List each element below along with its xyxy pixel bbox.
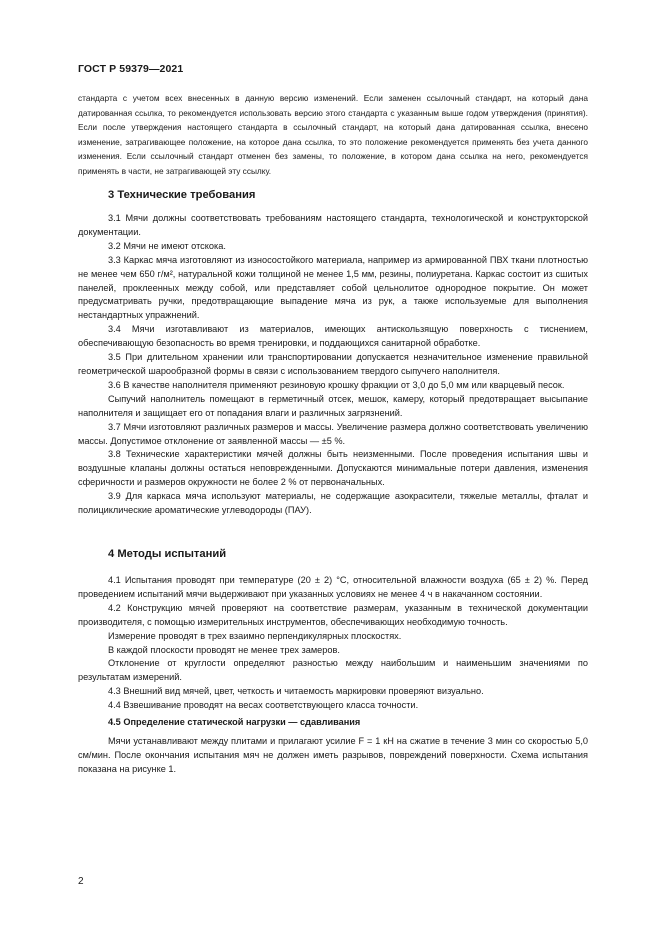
- section-3-body: [78, 212, 588, 518]
- paragraph-3-7: 3.7 Мячи изготовляют различных размеров и массы. Увеличение размера должно соответствовать увеличению массы. Допустимое отклонение от заявленной массы — ±5 %.: [78, 421, 588, 446]
- paragraph-3-6-cont: Сыпучий наполнитель помещают в герметичный отсек, мешок, камеру, который предотвращает высыпание наполнителя и защищает его от попадания влаги и различных загрязнений.: [78, 393, 588, 418]
- paragraph-4-3: 4.3 Внешний вид мячей, цвет, четкость и читаемость маркировки проверяют визуально.: [108, 686, 484, 697]
- paragraph-4-5: Мячи устанавливают между плитами и прилагают усилие F = 1 кН на сжатие в течение 3 мин со скоростью 5,0 см/мин. После окончания испытания мяч не должен иметь разрывов, повреждений поверхности. Схема испытания показана на рисунке 1.: [78, 735, 588, 774]
- paragraph-4-4: 4.4 Взвешивание проводят на весах соответствующего класса точности.: [108, 700, 419, 711]
- paragraph-3-4: 3.4 Мячи изготавливают из материалов, имеющих антискользящую поверхность с тиснением, обеспечивающую безопасность во время тренировки, и поддающихся санитарной обработке.: [78, 324, 588, 349]
- paragraph-3-8: 3.8 Технические характеристики мячей должны быть неизменными. После проведения испытания швы и воздушные клапаны должны остаться неповрежденными. Допускаются минимальные потери давления, изменения сферичности и размеров окружности не более 2 % от первоначальных.: [78, 449, 588, 488]
- intro-paragraph: стандарта с учетом всех внесенных в данную версию изменений. Если заменен ссылочный стандарт, на который дана датированная ссылка, то рекомендуется использовать версию этого стандарта с указанным выше годом утверждения (принятия). Если после утверждения настоящего стандарта в ссылочный стандарт, на который дана датированная ссылка, внесено изменение, затрагивающее положение, на которое дана ссылка, то это положение рекомендуется применять без учета данного изменения. Если ссылочный стандарт отменен без замены, то положение, в котором дана ссылка на него, рекомендуется применять в части, не затрагивающей эту ссылку.: [78, 93, 588, 176]
- paragraph-4-1: 4.1 Испытания проводят при температуре (20 ± 2) °C, относительной влажности воздуха (65 ± 2) %. Перед проведением испытаний мячи выдерживают при указанных условиях не менее 4 ч в накачанном состоянии.: [78, 575, 588, 599]
- paragraph-3-3: 3.3 Каркас мяча изготовляют из износостойкого материала, например из армированной ПВХ ткани плотностью не менее чем 650 г/м², натуральной кожи толщиной не менее 1,5 мм, резины, полиуретана. Каркас состоит из сшитых панелей, проклеенных между собой, или представляет собой цельнолитое однородное покрытие. Он может предусматривать ручки, предотвращающие выпадение мяча из рук, а также используемые для выполнения нестандартных упражнений.: [78, 254, 588, 321]
- section-4-body: [78, 574, 588, 777]
- intro-text: [78, 91, 588, 179]
- paragraph-4-2-roundness: Отклонение от круглости определяют разностью между наибольшим и наименьшим значениями по результатам измерений.: [78, 658, 588, 683]
- section-3-heading: 3 Технические требования: [108, 189, 256, 201]
- paragraph-3-6: 3.6 В качестве наполнителя применяют резиновую крошку фракции от 3,0 до 5,0 мм или кварцевый песок.: [108, 379, 565, 390]
- paragraph-3-9: 3.9 Для каркаса мяча используют материалы, не содержащие азокрасители, тяжелые металлы, фталат и полициклические ароматические углеводороды (ПАУ).: [78, 491, 588, 516]
- paragraph-3-2: 3.2 Мячи не имеют отскока.: [108, 240, 226, 251]
- subsection-4-5-heading: 4.5 Определение статической нагрузки — сдавливания: [108, 717, 361, 728]
- paragraph-4-2-planes: Измерение проводят в трех взаимно перпендикулярных плоскостях.: [108, 630, 402, 641]
- paragraph-3-5: 3.5 При длительном хранении или транспортировании допускается незначительное изменение правильной геометрической шарообразной формы в связи с использованием твердого сыпучего наполнителя.: [78, 352, 588, 376]
- page-number: 2: [78, 876, 84, 887]
- document-header: ГОСТ Р 59379—2021: [78, 63, 184, 75]
- section-4-heading: 4 Методы испытаний: [108, 548, 227, 560]
- paragraph-4-2-measures: В каждой плоскости проводят не менее трех замеров.: [108, 644, 340, 655]
- paragraph-4-2: 4.2 Конструкцию мячей проверяют на соответствие размерам, указанным в технической документации производителя, с помощью измерительных инструментов, обеспечивающих необходимую точность.: [78, 602, 588, 627]
- paragraph-3-1: 3.1 Мячи должны соответствовать требованиям настоящего стандарта, технологической и конструкторской документации.: [78, 213, 588, 237]
